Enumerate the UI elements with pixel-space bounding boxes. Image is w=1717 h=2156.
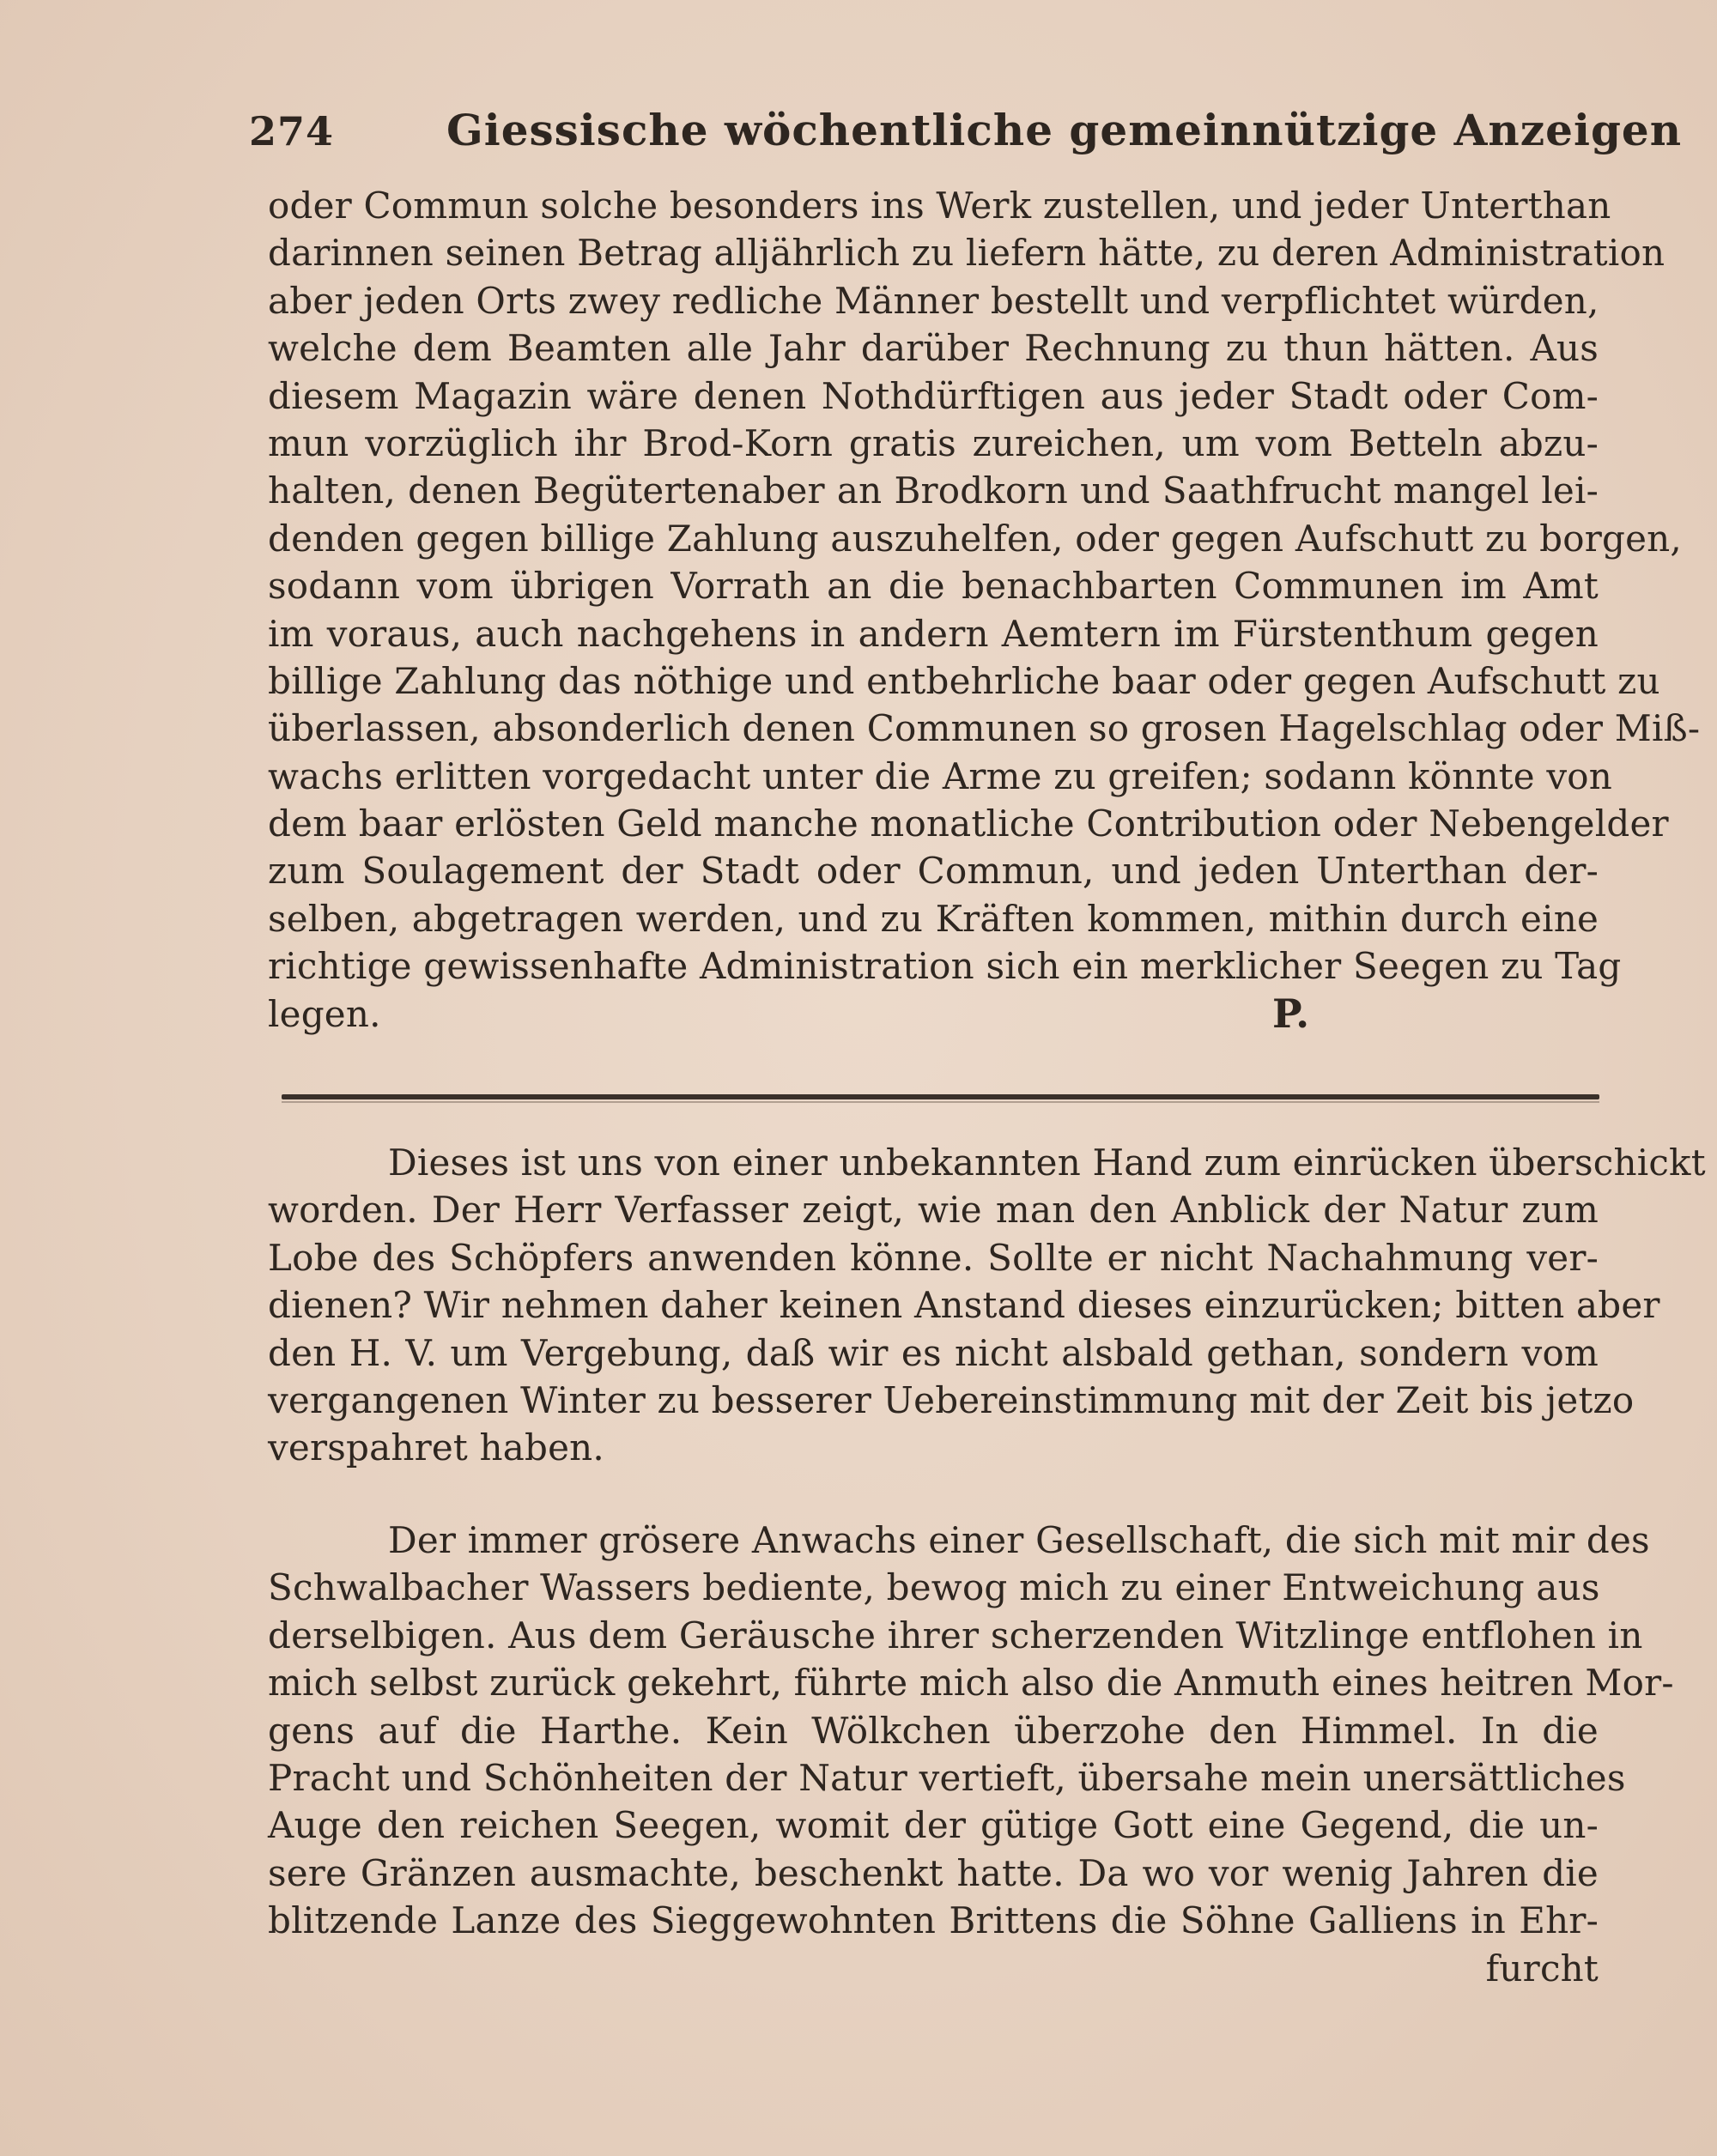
text-line: diesem Magazin wäre denen Nothdürftigen aus jeder Stadt oder Com-: [268, 374, 1599, 417]
text-line: mich selbst zurück gekehrt, führte mich also die Anmuth eines heitren Mor-: [268, 1662, 1674, 1705]
text-line: darinnen seinen Betrag alljährlich zu liefern hätte, zu deren Administration: [268, 232, 1665, 275]
text-line: überlassen, absonderlich denen Communen so grosen Hagelschlag oder Miß-: [268, 707, 1701, 750]
text-line: selben, abgetragen werden, und zu Kräften kommen, mithin durch eine: [268, 897, 1599, 940]
text-line: im voraus, auch nachgehens in andern Aemtern im Fürstenthum gegen: [268, 612, 1599, 655]
text-line: worden. Der Herr Verfasser zeigt, wie man den Anblick der Natur zum: [268, 1189, 1599, 1232]
text-line: sere Gränzen ausmachte, beschenkt hatte. Da wo vor wenig Jahren die: [268, 1851, 1599, 1894]
text-line: derselbigen. Aus dem Geräusche ihrer scherzenden Witzlinge entflohen in: [268, 1614, 1643, 1656]
text-line: Pracht und Schönheiten der Natur vertieft, übersahe mein unersättliches: [268, 1756, 1626, 1799]
text-line: verspahret haben.: [268, 1426, 604, 1469]
text-line: den H. V. um Vergebung, daß wir es nicht alsbald gethan, sondern vom: [268, 1331, 1599, 1374]
text-line: wachs erlitten vorgedacht unter die Arme zu greifen; sodann könnte von: [268, 754, 1612, 797]
text-line: blitzende Lanze des Sieggewohnten Brittens die Söhne Galliens in Ehr-: [268, 1899, 1599, 1942]
text-line: sodann vom übrigen Vorrath an die benachbarten Communen im Amt: [268, 565, 1599, 608]
text-line: richtige gewissenhafte Administration sich ein merklicher Seegen zu Tag: [268, 945, 1622, 988]
text-line: Lobe des Schöpfers anwenden könne. Sollte er nicht Nachahmung ver-: [268, 1236, 1599, 1279]
page-number: 274: [249, 108, 335, 154]
text-line: vergangenen Winter zu besserer Uebereinstimmung mit der Zeit bis jetzo: [268, 1378, 1635, 1421]
text-line: legen.: [268, 992, 381, 1035]
text-line: Der immer grösere Anwachs einer Gesellschaft, die sich mit mir des: [388, 1519, 1650, 1561]
text-line: mun vorzüglich ihr Brod-Korn gratis zureichen, um vom Betteln abzu-: [268, 421, 1599, 464]
text-line: Dieses ist uns von einer unbekannten Hand zum einrücken überschickt: [388, 1142, 1706, 1184]
text-line: dem baar erlösten Geld manche monatliche Contribution oder Nebengelder: [268, 802, 1669, 845]
text-line: zum Soulagement der Stadt oder Commun, und jeden Unterthan der-: [268, 850, 1599, 893]
author-signature: P.: [1272, 990, 1310, 1037]
catchword: furcht: [1485, 1947, 1599, 1989]
article-body: [268, 1517, 1674, 1992]
running-title: Giessische wöchentliche gemeinnützige Anzeigen: [446, 105, 1683, 155]
text-line: oder Commun solche besonders ins Werk zustellen, und jeder Unterthan: [268, 185, 1611, 227]
closing-line: [268, 990, 1599, 1038]
page-header: [249, 101, 1683, 170]
text-line: aber jeden Orts zwey redliche Männer bestellt und verpflichtet würden,: [268, 279, 1599, 322]
section-divider: [282, 1094, 1599, 1099]
editorial-note: [268, 1139, 1706, 1472]
text-line: halten, denen Begütertenaber an Brodkorn und Saathfrucht mangel lei-: [268, 469, 1599, 512]
text-line: Schwalbacher Wassers bediente, bewog mich zu einer Entweichung aus: [268, 1566, 1600, 1609]
text-line: Auge den reichen Seegen, womit der gütige Gott eine Gegend, die un-: [268, 1804, 1599, 1847]
text-line: denden gegen billige Zahlung auszuhelfen, oder gegen Aufschutt zu borgen,: [268, 517, 1682, 560]
section-divider-shadow: [282, 1101, 1599, 1103]
text-line: gens auf die Harthe. Kein Wölkchen überzohe den Himmel. In die: [268, 1709, 1599, 1752]
paragraph-continued: [268, 182, 1701, 1038]
text-line: billige Zahlung das nöthige und entbehrliche baar oder gegen Aufschutt zu: [268, 659, 1660, 702]
text-line: welche dem Beamten alle Jahr darüber Rechnung zu thun hätten. Aus: [268, 327, 1599, 370]
text-line: dienen? Wir nehmen daher keinen Anstand dieses einzurücken; bitten aber: [268, 1284, 1660, 1327]
